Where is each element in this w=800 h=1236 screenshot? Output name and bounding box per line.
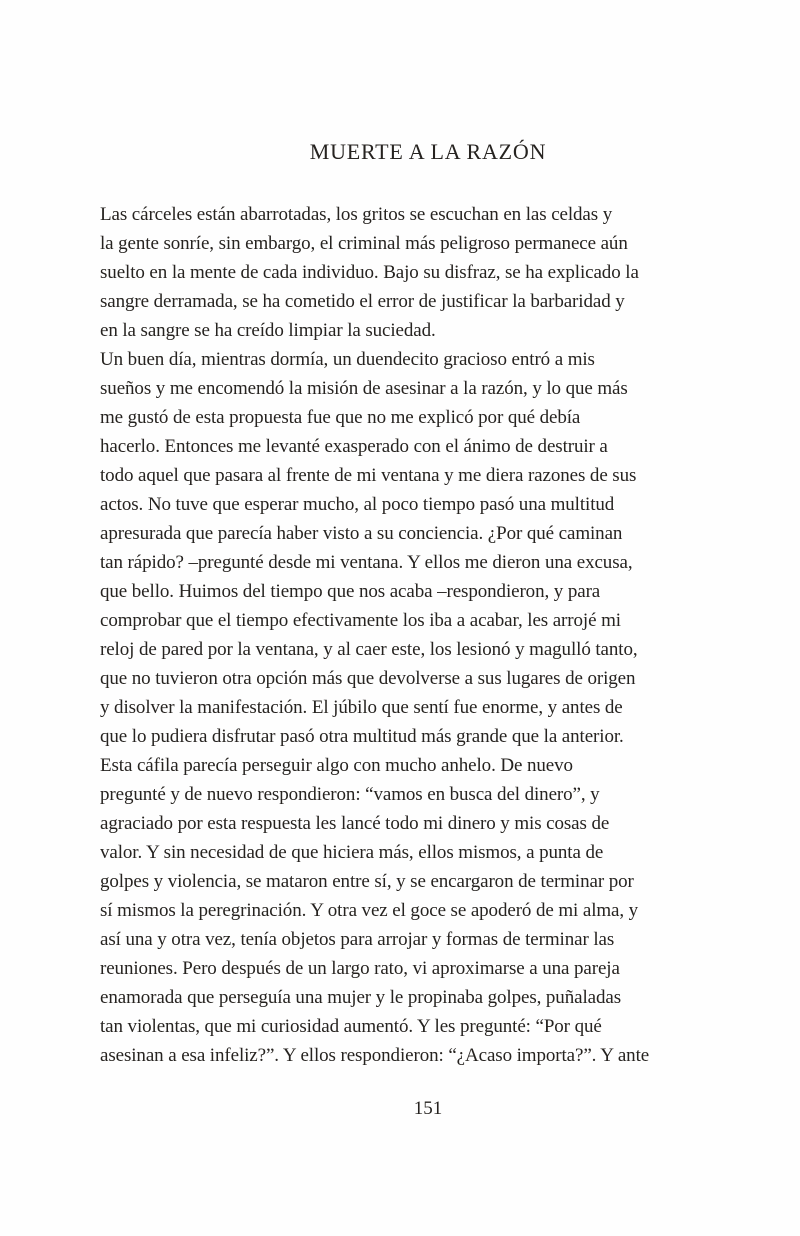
text-line: golpes y violencia, se mataron entre sí, y se encargaron de terminar por xyxy=(100,871,634,892)
text-line: que lo pudiera disfrutar pasó otra multitud más grande que la anterior. xyxy=(100,726,624,747)
text-line: hacerlo. Entonces me levanté exasperado con el ánimo de destruir a xyxy=(100,436,608,457)
text-line: apresurada que parecía haber visto a su conciencia. ¿Por qué caminan xyxy=(100,523,623,544)
text-line: me gustó de esta propuesta fue que no me explicó por qué debía xyxy=(100,407,581,428)
body-text xyxy=(100,200,756,1070)
text-line: reloj de pared por la ventana, y al caer este, los lesionó y magulló tanto, xyxy=(100,639,638,660)
text-line: reuniones. Pero después de un largo rato, vi aproximarse a una pareja xyxy=(100,958,620,979)
text-line: Las cárceles están abarrotadas, los gritos se escuchan en las celdas y xyxy=(100,204,613,225)
text-line: en la sangre se ha creído limpiar la suciedad. xyxy=(100,320,436,341)
text-line: sangre derramada, se ha cometido el error de justificar la barbaridad y xyxy=(100,291,625,312)
text-line: Esta cáfila parecía perseguir algo con mucho anhelo. De nuevo xyxy=(100,755,573,776)
text-line: que bello. Huimos del tiempo que nos acaba –respondieron, y para xyxy=(100,581,601,602)
text-line: la gente sonríe, sin embargo, el criminal más peligroso permanece aún xyxy=(100,233,628,254)
text-line: que no tuvieron otra opción más que devolverse a sus lugares de origen xyxy=(100,668,636,689)
text-block xyxy=(100,0,756,1236)
text-line: asesinan a esa infeliz?”. Y ellos respondieron: “¿Acaso importa?”. Y ante xyxy=(100,1045,650,1066)
paragraph xyxy=(100,345,756,751)
text-line: Un buen día, mientras dormía, un duendecito gracioso entró a mis xyxy=(100,349,595,370)
text-line: y disolver la manifestación. El júbilo que sentí fue enorme, y antes de xyxy=(100,697,623,718)
text-line: sueños y me encomendó la misión de asesinar a la razón, y lo que más xyxy=(100,378,628,399)
text-line: sí mismos la peregrinación. Y otra vez el goce se apoderó de mi alma, y xyxy=(100,900,639,921)
text-line: tan rápido? –pregunté desde mi ventana. Y ellos me dieron una excusa, xyxy=(100,552,633,573)
text-line: actos. No tuve que esperar mucho, al poco tiempo pasó una multitud xyxy=(100,494,615,515)
text-line: enamorada que perseguía una mujer y le propinaba golpes, puñaladas xyxy=(100,987,621,1008)
page-number: 151 xyxy=(413,1098,443,1119)
chapter-title: MUERTE A LA RAZÓN xyxy=(309,139,547,164)
text-line: tan violentas, que mi curiosidad aumentó. Y les pregunté: “Por qué xyxy=(100,1016,602,1037)
text-line: valor. Y sin necesidad de que hiciera más, ellos mismos, a punta de xyxy=(100,842,604,863)
text-line: comprobar que el tiempo efectivamente los iba a acabar, les arrojé mi xyxy=(100,610,621,631)
text-line: pregunté y de nuevo respondieron: “vamos en busca del dinero”, y xyxy=(100,784,600,805)
paragraph xyxy=(100,200,756,345)
text-line: agraciado por esta respuesta les lancé todo mi dinero y mis cosas de xyxy=(100,813,610,834)
text-line: todo aquel que pasara al frente de mi ventana y me diera razones de sus xyxy=(100,465,637,486)
text-line: así una y otra vez, tenía objetos para arrojar y formas de terminar las xyxy=(100,929,615,950)
text-line: suelto en la mente de cada individuo. Bajo su disfraz, se ha explicado la xyxy=(100,262,639,283)
paragraph xyxy=(100,751,756,1070)
